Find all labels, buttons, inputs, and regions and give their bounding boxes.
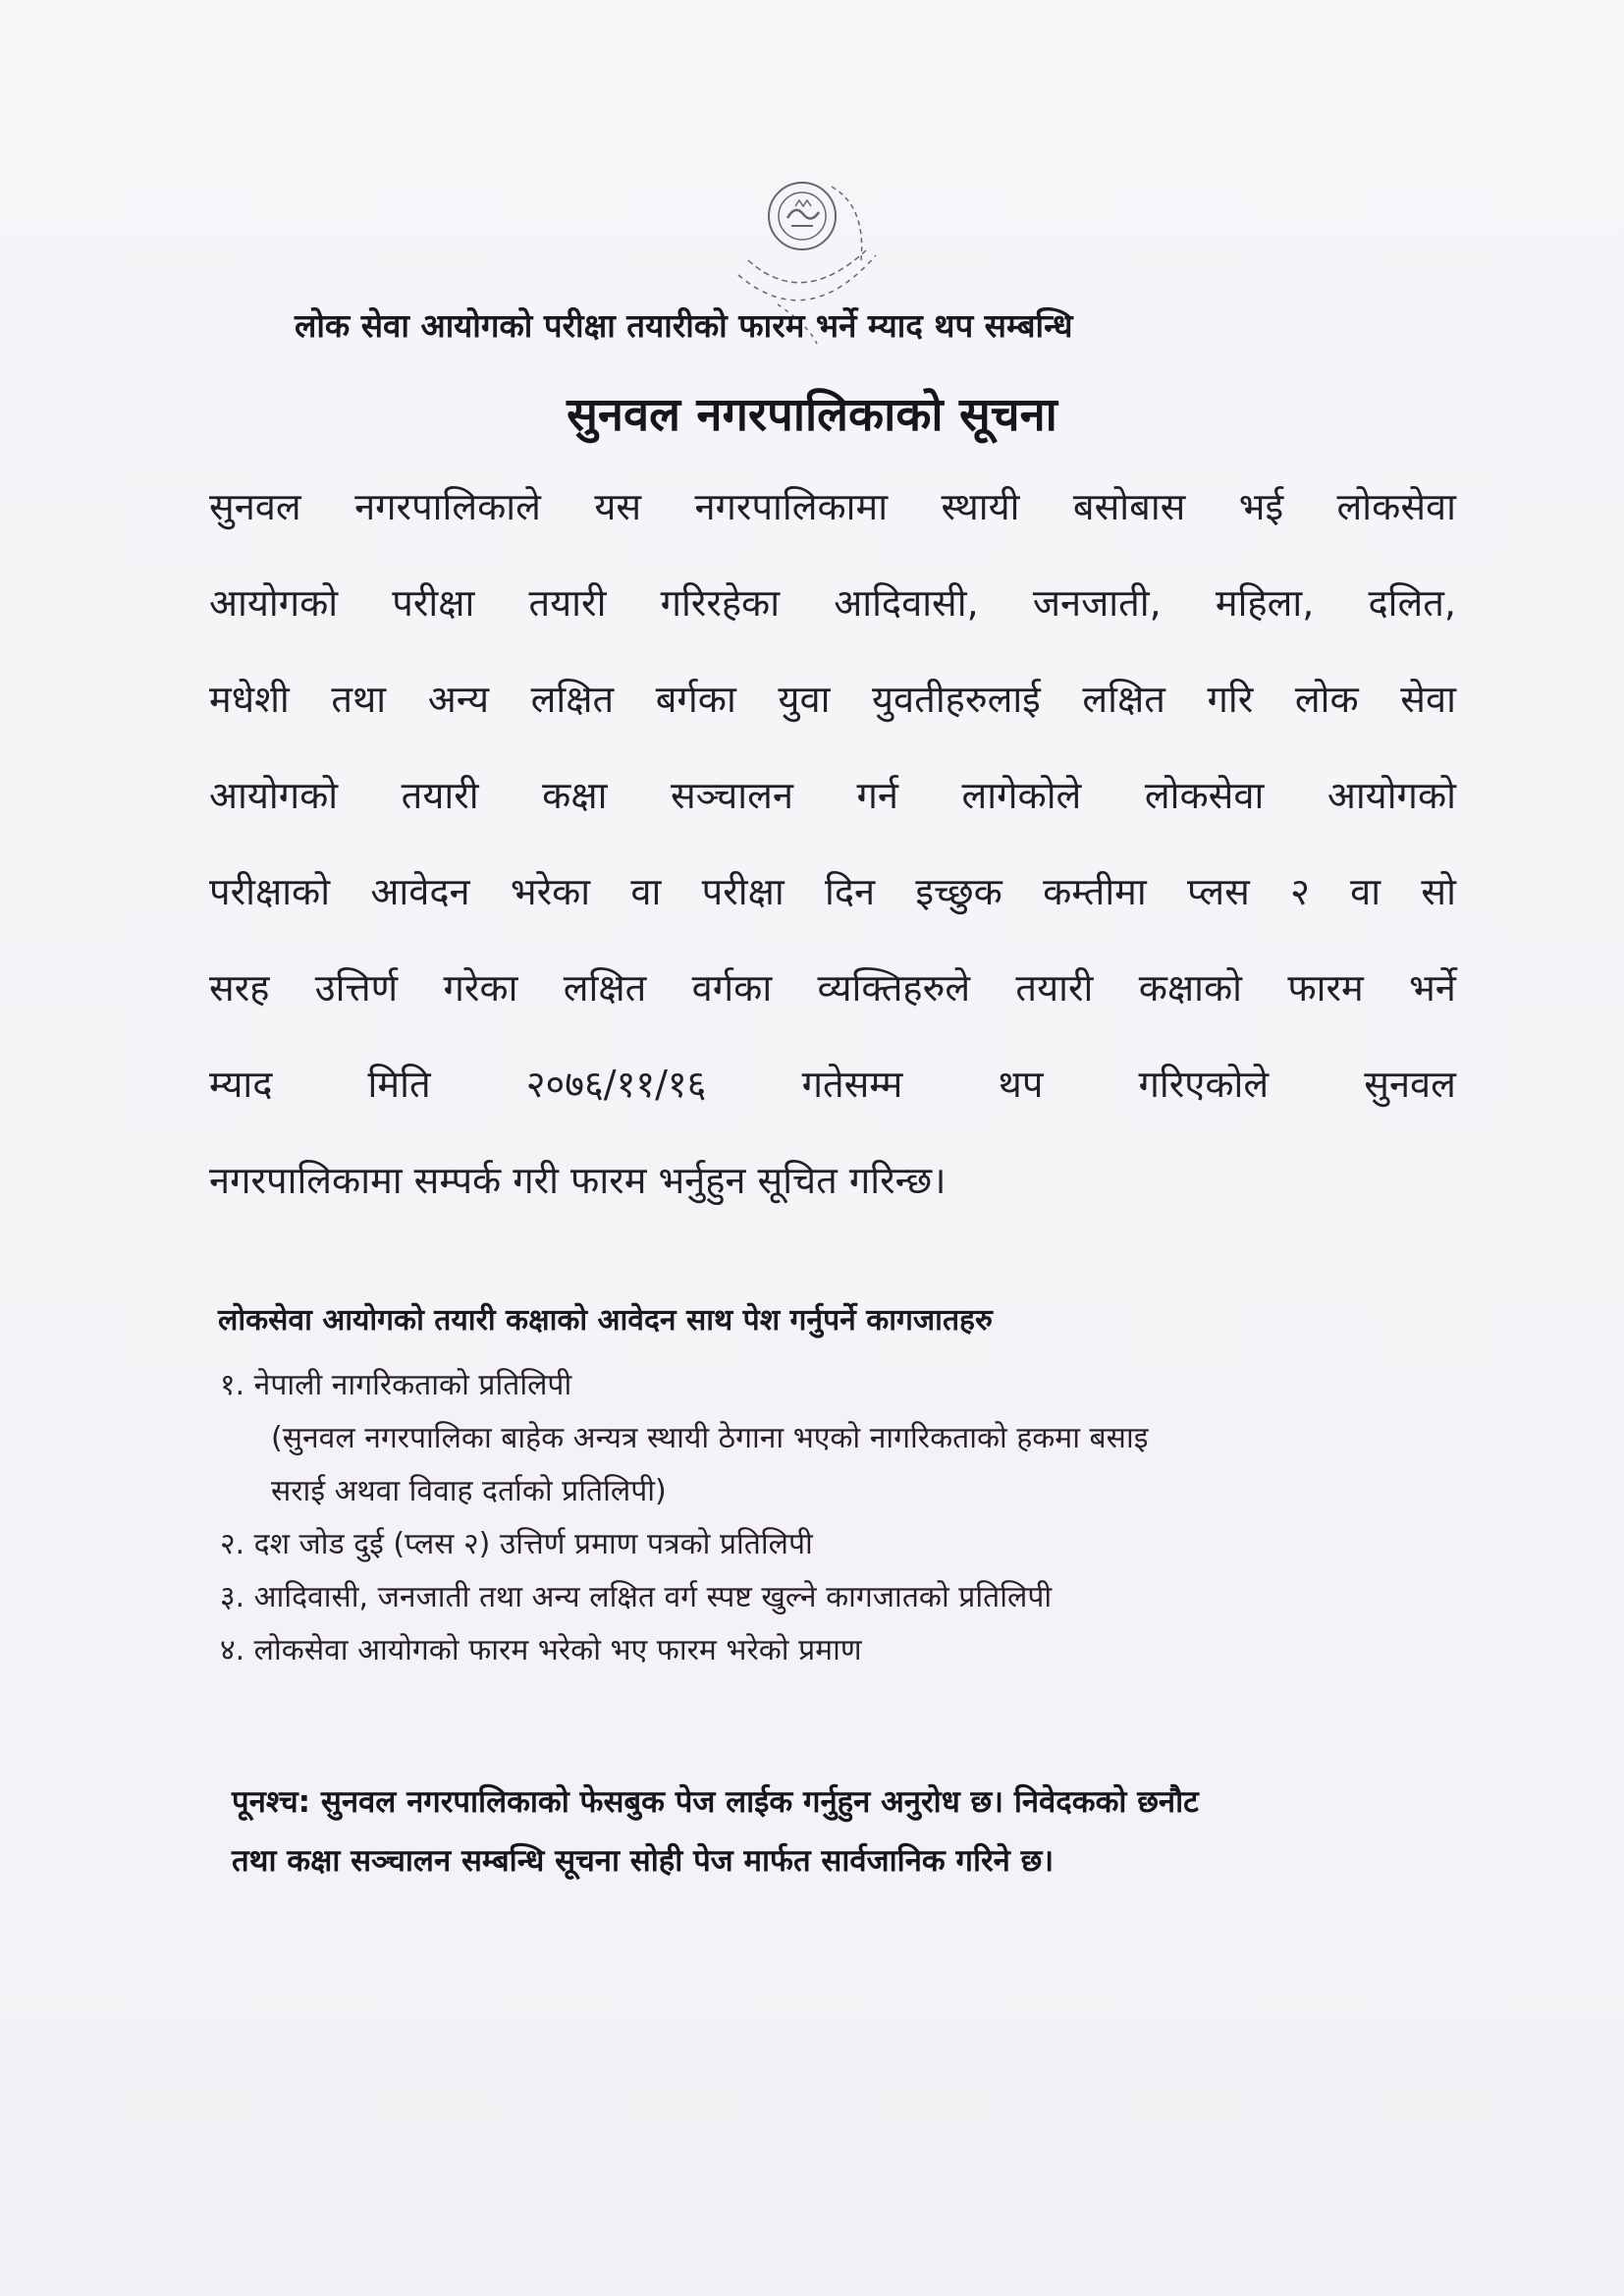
body-word: दिन: [825, 870, 876, 913]
body-word: भई: [1238, 485, 1284, 528]
documents-item: ४. लोकसेवा आयोगको फारम भरेको भए फारम भरेको प्रमाण: [220, 1633, 862, 1667]
body-line: [209, 862, 1456, 958]
body-line: [209, 574, 1456, 670]
body-word: लोक: [1294, 678, 1359, 721]
body-word: थप: [998, 1063, 1044, 1106]
documents-item-note: सराई अथवा विवाह दर्ताको प्रतिलिपी): [271, 1474, 667, 1508]
body-word: लोकसेवा: [1144, 774, 1265, 817]
postscript: [232, 1773, 1469, 1890]
body-word: परीक्षा: [701, 870, 785, 913]
body-word: महिला,: [1215, 581, 1315, 625]
body-word: परीक्षाको: [209, 870, 331, 913]
body-word: गरिएकोले: [1138, 1063, 1270, 1106]
body-word: कक्षा: [542, 774, 608, 817]
body-word: सरह: [209, 966, 270, 1010]
body-word: कक्षाको: [1138, 966, 1242, 1010]
body-word: गतेसम्म: [801, 1063, 903, 1106]
body-word: नगरपालिकामा: [694, 485, 889, 528]
body-word: उत्तिर्ण: [314, 966, 399, 1010]
body-word: आयोगको: [209, 774, 339, 817]
body-line: [209, 958, 1456, 1055]
body-word: गरि: [1207, 678, 1254, 721]
body-word: यस: [594, 485, 642, 528]
documents-heading: लोकसेवा आयोगको तयारी कक्षाको आवेदन साथ पेश गर्नुपर्ने कागजातहरु: [218, 1303, 993, 1338]
body-word: गरिरहेका: [660, 581, 781, 625]
body-word: दलित,: [1368, 581, 1456, 625]
body-line: [209, 1151, 1456, 1247]
body-word: वा: [630, 870, 662, 913]
body-word: युवा: [778, 678, 831, 721]
body-word: गरी: [513, 1159, 560, 1202]
body-word: सो: [1421, 870, 1456, 913]
body-word: भरेका: [510, 870, 591, 913]
body-word: सुनवल: [1364, 1063, 1456, 1106]
body-word: फारम: [570, 1159, 647, 1202]
documents-item: १. नेपाली नागरिकताको प्रतिलिपी: [220, 1368, 572, 1402]
body-word: गर्न: [856, 774, 898, 817]
body-word: लोकसेवा: [1336, 485, 1456, 528]
body-word: सुनवल: [209, 485, 301, 528]
body-word: इच्छुक: [915, 870, 1002, 913]
body-word: आदिवासी,: [834, 581, 979, 625]
body-word: लक्षित: [530, 678, 615, 721]
documents-list: [220, 1359, 1457, 1677]
body-word: व्यक्तिहरुले: [817, 966, 971, 1010]
body-word: वा: [1350, 870, 1381, 913]
body-word: प्लस: [1187, 870, 1250, 913]
postscript-line: तथा कक्षा सञ्चालन सम्बन्धि सूचना सोही पेज मार्फत सार्वजानिक गरिने छ।: [232, 1843, 1055, 1879]
body-word: लागेकोले: [961, 774, 1082, 817]
body-word: गरिन्छ।: [848, 1159, 947, 1202]
body-word: कम्तीमा: [1043, 870, 1147, 913]
notice-title: सुनवल नगरपालिकाको सूचना: [567, 388, 1057, 442]
body-line: [209, 670, 1456, 766]
body-word: सेवा: [1400, 678, 1456, 721]
body-word: मधेशी: [209, 678, 290, 721]
body-word: वर्गका: [691, 966, 773, 1010]
body-word: जनजाती,: [1032, 581, 1162, 625]
body-word: बर्गका: [655, 678, 736, 721]
body-word: सम्पर्क: [413, 1159, 502, 1202]
body-word: भर्नुहुन: [658, 1159, 746, 1202]
body-word: नगरपालिकाले: [354, 485, 541, 528]
notice-body: [209, 477, 1456, 1247]
documents-item: ३. आदिवासी, जनजाती तथा अन्य लक्षित वर्ग स्पष्ट खुल्ने कागजातको प्रतिलिपी: [220, 1580, 1053, 1614]
body-word: फारम: [1287, 966, 1364, 1010]
body-word: आयोगको: [209, 581, 339, 625]
body-word: तयारी: [1015, 966, 1094, 1010]
body-line: [209, 766, 1456, 862]
postscript-line: पूनश्च: सुनवल नगरपालिकाको फेसबुक पेज लाईक गर्नुहुन अनुरोध छ। निवेदकको छनौट: [232, 1784, 1199, 1820]
body-word: आयोगको: [1326, 774, 1456, 817]
body-word: सूचित: [757, 1159, 838, 1202]
body-line: [209, 477, 1456, 574]
body-word: गरेका: [443, 966, 518, 1010]
body-word: भर्ने: [1409, 966, 1456, 1010]
body-word: तयारी: [528, 581, 607, 625]
body-word: सञ्चालन: [670, 774, 793, 817]
body-word: तयारी: [401, 774, 479, 817]
body-word: स्थायी: [941, 485, 1020, 528]
body-word: तथा: [331, 678, 387, 721]
body-word: म्याद: [209, 1063, 273, 1106]
body-word: मिति: [367, 1063, 431, 1106]
body-word: बसोबास: [1072, 485, 1186, 528]
body-word: २: [1290, 870, 1310, 913]
body-word: २०७६/११/१६: [525, 1063, 707, 1106]
notice-subject: लोक सेवा आयोगको परीक्षा तयारीको फारम भर्ने म्याद थप सम्बन्धि: [295, 306, 1073, 345]
body-word: परीक्षा: [392, 581, 475, 625]
body-word: आवेदन: [370, 870, 470, 913]
body-line: [209, 1055, 1456, 1151]
body-word: लक्षित: [1082, 678, 1165, 721]
body-word: अन्य: [427, 678, 490, 721]
documents-item: २. दश जोड दुई (प्लस २) उत्तिर्ण प्रमाण पत्रको प्रतिलिपी: [220, 1527, 813, 1561]
body-word: लक्षित: [563, 966, 647, 1010]
documents-item-note: (सुनवल नगरपालिका बाहेक अन्यत्र स्थायी ठेगाना भएको नागरिकताको हकमा बसाइ: [271, 1421, 1149, 1455]
body-word: युवतीहरुलाई: [872, 678, 1041, 721]
body-word: नगरपालिकामा: [209, 1159, 403, 1202]
